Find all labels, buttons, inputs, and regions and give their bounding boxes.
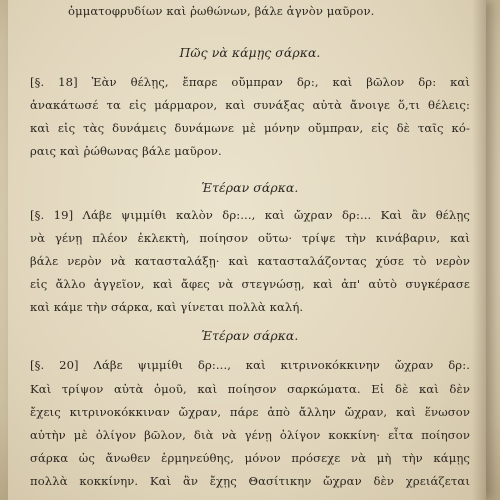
para-19-line-3: βάλε νερὸν νὰ κατασταλάξῃ· καὶ κατασταλάζοντας χύσε τὸ νερὸν bbox=[30, 254, 470, 268]
para-19-line-5: καὶ κάμε τὴν σάρκα, καὶ γίνεται πολλὰ καλή. bbox=[30, 300, 304, 314]
line-top: ὀμματοφρυδίων καὶ ῥωθώνων, βάλε ἁγνὸν μαῦρον. bbox=[68, 4, 375, 18]
para-18-line-2: ἀνακάτωσέ τα εἰς μάρμαρον, καὶ συνάξας αὐτὰ ἄνοιγε ὅ,τι θέλεις: bbox=[30, 98, 470, 112]
para-20-line-2: Καὶ τρίψον αὐτὰ ὁμοῦ, καὶ ποίησον σαρκώματα. Εἰ δὲ καὶ δὲν bbox=[30, 382, 470, 396]
heading-eteran-sarka-2: Ἑτέραν σάρκα. bbox=[201, 328, 299, 343]
page-edge-shadow bbox=[472, 0, 486, 500]
heading-eteran-sarka-1: Ἑτέραν σάρκα. bbox=[201, 180, 299, 195]
para-19-line-2: νὰ γένῃ πλέον ἐκλεκτὴ, ποίησον οὕτω· τρίψε τὴν κινάβαριν, καὶ bbox=[30, 231, 470, 245]
para-20-line-5: σάρκα ὡς ἄνωθεν ἑρμηνεύθης, μόνον πρόσεχε νὰ μὴ τὴν κάμῃς bbox=[30, 451, 470, 465]
para-20-line-1: [§. 20] Λάβε ψιμμίθι δρ:..., καὶ κιτρινοκόκκινην ὤχραν δρ:. bbox=[30, 358, 470, 372]
para-18-line-3: καὶ εἰς τὰς δυνάμεις δυνάμωνε μὲ μόνην οὔμπραν, εἰς δὲ ταῖς κό- bbox=[30, 121, 470, 135]
para-19-line-4: εἰς ἄλλο ἀγγεῖον, καὶ ἄφες νὰ στεγνώσῃ, καὶ ἀπ' αὐτὸ συγκέρασε bbox=[30, 277, 470, 291]
para-20-line-3: ἔχεις κιτρινοκόκκιναν ὤχραν, πάρε ἀπὸ ἄλλην ὤχραν, καὶ ἕνωσον bbox=[30, 405, 470, 419]
book-page bbox=[8, 0, 486, 500]
para-20-line-6: πολλὰ κοκκίνην. Καὶ ἂν ἔχῃς Θασίτικην ὤχραν δὲν χρειάζεται bbox=[30, 474, 470, 488]
para-18-line-1: [§. 18] Ἐὰν θέλῃς, ἔπαρε οὔμπραν δρ:, καὶ βῶλον δρ: καὶ bbox=[30, 75, 470, 89]
para-18-line-4: ραις καὶ ῥώθωνας βάλε μαῦρον. bbox=[30, 144, 222, 158]
para-19-line-1: [§. 19] Λάβε ψιμμίθι καλὸν δρ:..., καὶ ὤχραν δρ:... Καὶ ἂν θέλῃς bbox=[30, 208, 470, 222]
heading-sarka: Πῶς νὰ κάμῃς σάρκα. bbox=[179, 45, 321, 60]
para-20-line-4: αὐτὴν μὲ ὀλίγον βῶλον, διὰ νὰ γένῃ ὀλίγον κοκκίνη· εἶτα ποίησον bbox=[30, 428, 470, 442]
